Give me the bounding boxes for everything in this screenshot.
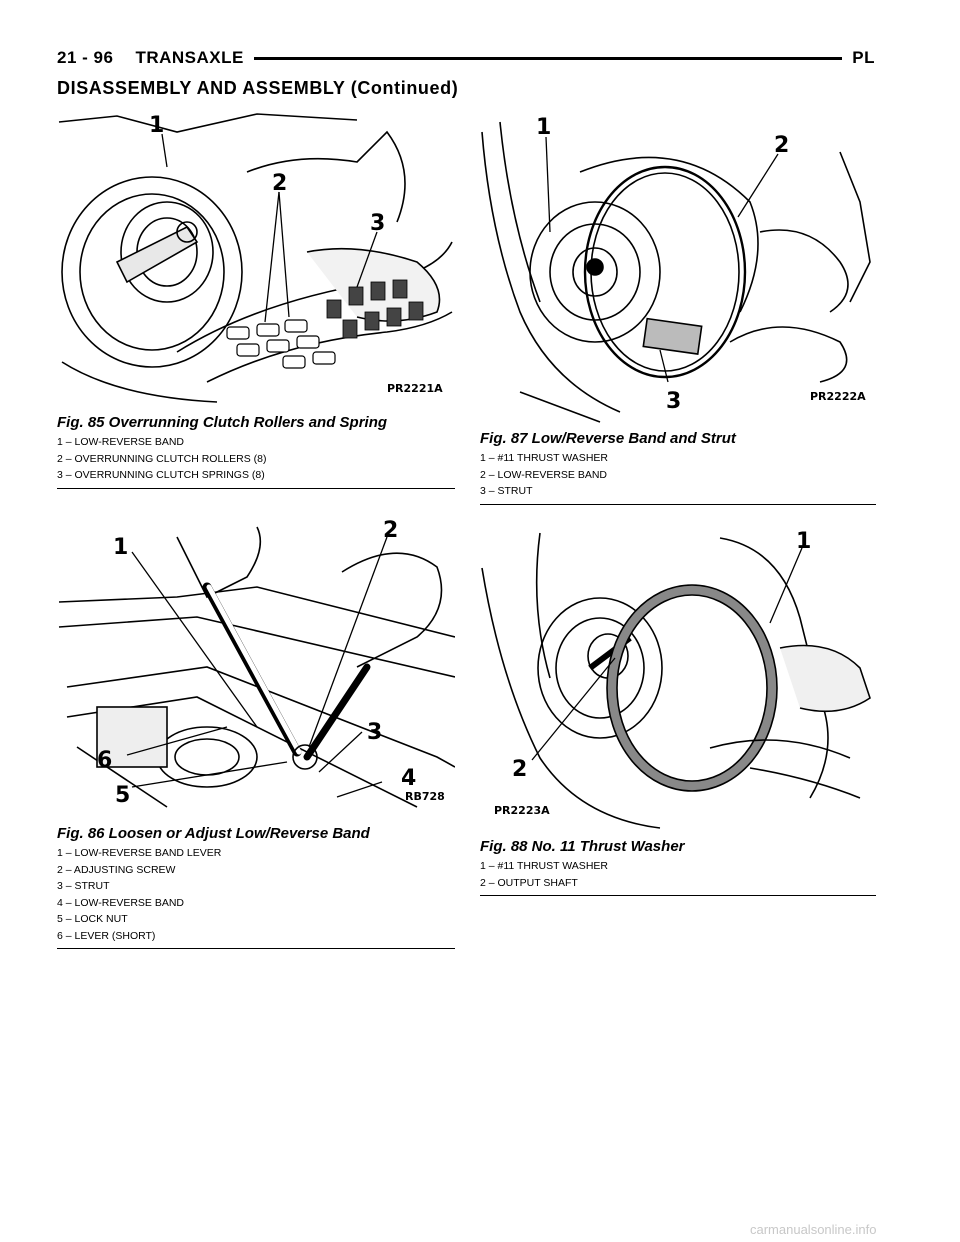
fig86-callout-4: 4 — [401, 766, 417, 791]
legend-item: 2 – ADJUSTING SCREW — [57, 863, 176, 876]
fig88-legend — [480, 858, 876, 891]
page-number: 21 - 96 — [57, 48, 114, 67]
header-rule — [254, 57, 842, 60]
fig85-callout-3: 3 — [370, 211, 386, 236]
fig86-image-code: RB728 — [405, 790, 445, 803]
legend-item: 5 – LOCK NUT — [57, 913, 128, 925]
legend-item: 2 – LOW-REVERSE BAND — [480, 468, 608, 481]
fig86-illustration — [57, 517, 455, 823]
fig86-callout-1: 1 — [113, 535, 129, 560]
fig87-callout-3: 3 — [666, 389, 682, 414]
fig87-image-code: PR2222A — [810, 390, 866, 403]
fig88-callout-1: 1 — [796, 529, 812, 554]
legend-item: 1 – #11 THRUST WASHER — [480, 452, 608, 464]
legend-item: 1 – LOW-REVERSE BAND LEVER — [57, 847, 222, 859]
fig88-image-code: PR2223A — [494, 804, 550, 817]
figure-86 — [57, 517, 455, 949]
fig86-caption: Fig. 86 Loosen or Adjust Low/Reverse Band — [57, 825, 370, 842]
fig87-callout-1: 1 — [536, 115, 552, 140]
fig86-callout-3: 3 — [367, 720, 383, 745]
fig85-illustration — [57, 112, 455, 412]
fig85-caption: Fig. 85 Overrunning Clutch Rollers and Spring — [57, 414, 388, 431]
watermark: carmanualsonline.info — [750, 1222, 877, 1237]
fig88-rule — [480, 895, 876, 896]
fig85-image-code: PR2221A — [387, 382, 443, 395]
fig86-callout-5: 5 — [115, 783, 131, 808]
fig86-rule — [57, 948, 455, 949]
fig87-callout-2: 2 — [774, 133, 790, 158]
legend-item: 3 – STRUT — [480, 485, 533, 497]
model-code: PL — [852, 48, 875, 67]
figure-87 — [480, 112, 876, 505]
legend-item: 2 – OVERRUNNING CLUTCH ROLLERS (8) — [57, 452, 267, 465]
legend-item: 4 – LOW-REVERSE BAND — [57, 896, 185, 909]
figure-88 — [480, 528, 876, 896]
fig85-rule — [57, 488, 455, 489]
fig86-callout-2: 2 — [383, 518, 399, 543]
fig88-illustration — [480, 528, 876, 836]
legend-item: 3 – OVERRUNNING CLUTCH SPRINGS (8) — [57, 469, 265, 481]
fig87-rule — [480, 504, 876, 505]
legend-item: 1 – #11 THRUST WASHER — [480, 860, 608, 872]
fig88-callout-2: 2 — [512, 757, 528, 782]
continued-title: DISASSEMBLY AND ASSEMBLY (Continued) — [57, 78, 459, 98]
fig88-caption: Fig. 88 No. 11 Thrust Washer — [480, 838, 685, 855]
fig85-callout-1: 1 — [149, 113, 165, 138]
fig87-illustration — [480, 112, 876, 428]
fig87-legend — [480, 450, 876, 500]
fig85-legend — [57, 434, 455, 484]
section-title: TRANSAXLE — [135, 48, 244, 67]
legend-item: 6 – LEVER (SHORT) — [57, 929, 156, 942]
page-header — [57, 46, 875, 70]
fig87-caption: Fig. 87 Low/Reverse Band and Strut — [480, 430, 736, 447]
legend-item: 3 – STRUT — [57, 880, 110, 892]
fig86-legend — [57, 845, 455, 944]
figure-85 — [57, 112, 455, 489]
fig86-callout-6: 6 — [97, 748, 113, 773]
legend-item: 2 – OUTPUT SHAFT — [480, 876, 578, 889]
fig85-callout-2: 2 — [272, 171, 288, 196]
legend-item: 1 – LOW-REVERSE BAND — [57, 436, 185, 448]
